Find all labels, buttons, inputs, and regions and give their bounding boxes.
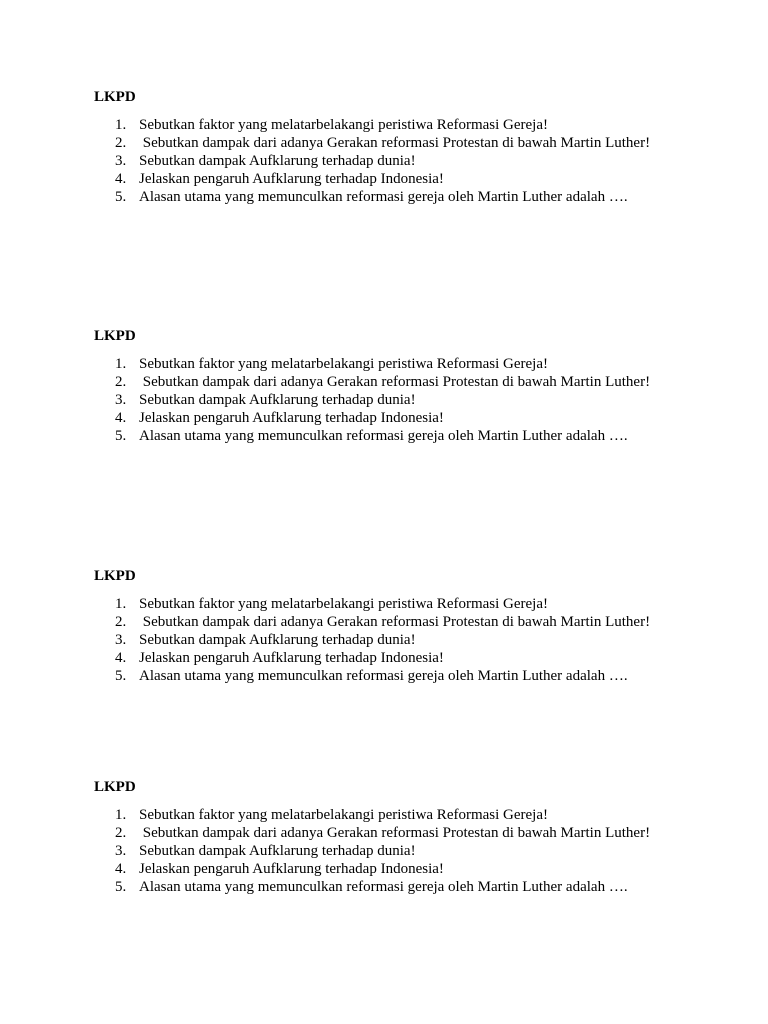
question-text: Sebutkan faktor yang melatarbelakangi peristiwa Reformasi Gereja! bbox=[139, 117, 549, 133]
question-number: 2. bbox=[115, 374, 127, 390]
question-text: Alasan utama yang memunculkan reformasi gereja oleh Martin Luther adalah …. bbox=[139, 189, 628, 205]
question-number: 4. bbox=[115, 171, 127, 187]
question-item bbox=[94, 427, 714, 445]
question-number: 3. bbox=[115, 392, 127, 408]
question-text: Sebutkan dampak Aufklarung terhadap dunia! bbox=[139, 632, 416, 648]
lkpd-block bbox=[94, 778, 714, 896]
question-text: Alasan utama yang memunculkan reformasi gereja oleh Martin Luther adalah …. bbox=[139, 428, 628, 444]
question-item bbox=[94, 842, 714, 860]
question-text: Sebutkan faktor yang melatarbelakangi peristiwa Reformasi Gereja! bbox=[139, 596, 549, 612]
block-title: LKPD bbox=[94, 779, 136, 795]
lkpd-block bbox=[94, 327, 714, 445]
question-list bbox=[94, 806, 714, 896]
question-number: 5. bbox=[115, 189, 127, 205]
question-number: 2. bbox=[115, 825, 127, 841]
question-number: 2. bbox=[115, 135, 127, 151]
question-text: Jelaskan pengaruh Aufklarung terhadap Indonesia! bbox=[139, 410, 444, 426]
question-item bbox=[94, 595, 714, 613]
question-text: Sebutkan dampak dari adanya Gerakan reformasi Protestan di bawah Martin Luther! bbox=[139, 825, 651, 841]
question-item bbox=[94, 878, 714, 896]
block-title: LKPD bbox=[94, 568, 136, 584]
question-number: 4. bbox=[115, 650, 127, 666]
question-item bbox=[94, 860, 714, 878]
question-item bbox=[94, 170, 714, 188]
question-item bbox=[94, 649, 714, 667]
question-text: Sebutkan dampak Aufklarung terhadap dunia! bbox=[139, 843, 416, 859]
question-text: Sebutkan dampak Aufklarung terhadap dunia! bbox=[139, 392, 416, 408]
question-number: 3. bbox=[115, 843, 127, 859]
question-text: Sebutkan faktor yang melatarbelakangi peristiwa Reformasi Gereja! bbox=[139, 807, 549, 823]
question-item bbox=[94, 667, 714, 685]
question-text: Sebutkan faktor yang melatarbelakangi peristiwa Reformasi Gereja! bbox=[139, 356, 549, 372]
question-item bbox=[94, 631, 714, 649]
question-number: 5. bbox=[115, 668, 127, 684]
question-item bbox=[94, 409, 714, 427]
question-list bbox=[94, 595, 714, 685]
question-text: Jelaskan pengaruh Aufklarung terhadap Indonesia! bbox=[139, 861, 444, 877]
question-item bbox=[94, 613, 714, 631]
question-number: 5. bbox=[115, 428, 127, 444]
question-text: Sebutkan dampak dari adanya Gerakan reformasi Protestan di bawah Martin Luther! bbox=[139, 135, 651, 151]
question-item bbox=[94, 824, 714, 842]
lkpd-block bbox=[94, 88, 714, 206]
question-number: 1. bbox=[115, 356, 127, 372]
question-number: 1. bbox=[115, 117, 127, 133]
question-item bbox=[94, 391, 714, 409]
question-item bbox=[94, 188, 714, 206]
question-number: 3. bbox=[115, 632, 127, 648]
block-title: LKPD bbox=[94, 89, 136, 105]
question-text: Sebutkan dampak dari adanya Gerakan reformasi Protestan di bawah Martin Luther! bbox=[139, 374, 651, 390]
question-item bbox=[94, 373, 714, 391]
question-number: 2. bbox=[115, 614, 127, 630]
question-number: 1. bbox=[115, 596, 127, 612]
question-text: Sebutkan dampak Aufklarung terhadap dunia! bbox=[139, 153, 416, 169]
question-list bbox=[94, 116, 714, 206]
question-text: Jelaskan pengaruh Aufklarung terhadap Indonesia! bbox=[139, 171, 444, 187]
question-text: Alasan utama yang memunculkan reformasi gereja oleh Martin Luther adalah …. bbox=[139, 668, 628, 684]
question-number: 4. bbox=[115, 410, 127, 426]
question-item bbox=[94, 355, 714, 373]
question-item bbox=[94, 134, 714, 152]
question-number: 5. bbox=[115, 879, 127, 895]
question-text: Alasan utama yang memunculkan reformasi gereja oleh Martin Luther adalah …. bbox=[139, 879, 628, 895]
question-number: 3. bbox=[115, 153, 127, 169]
question-item bbox=[94, 806, 714, 824]
question-item bbox=[94, 116, 714, 134]
question-text: Jelaskan pengaruh Aufklarung terhadap Indonesia! bbox=[139, 650, 444, 666]
question-text: Sebutkan dampak dari adanya Gerakan reformasi Protestan di bawah Martin Luther! bbox=[139, 614, 651, 630]
question-number: 4. bbox=[115, 861, 127, 877]
block-title: LKPD bbox=[94, 328, 136, 344]
question-number: 1. bbox=[115, 807, 127, 823]
question-item bbox=[94, 152, 714, 170]
lkpd-block bbox=[94, 567, 714, 685]
question-list bbox=[94, 355, 714, 445]
